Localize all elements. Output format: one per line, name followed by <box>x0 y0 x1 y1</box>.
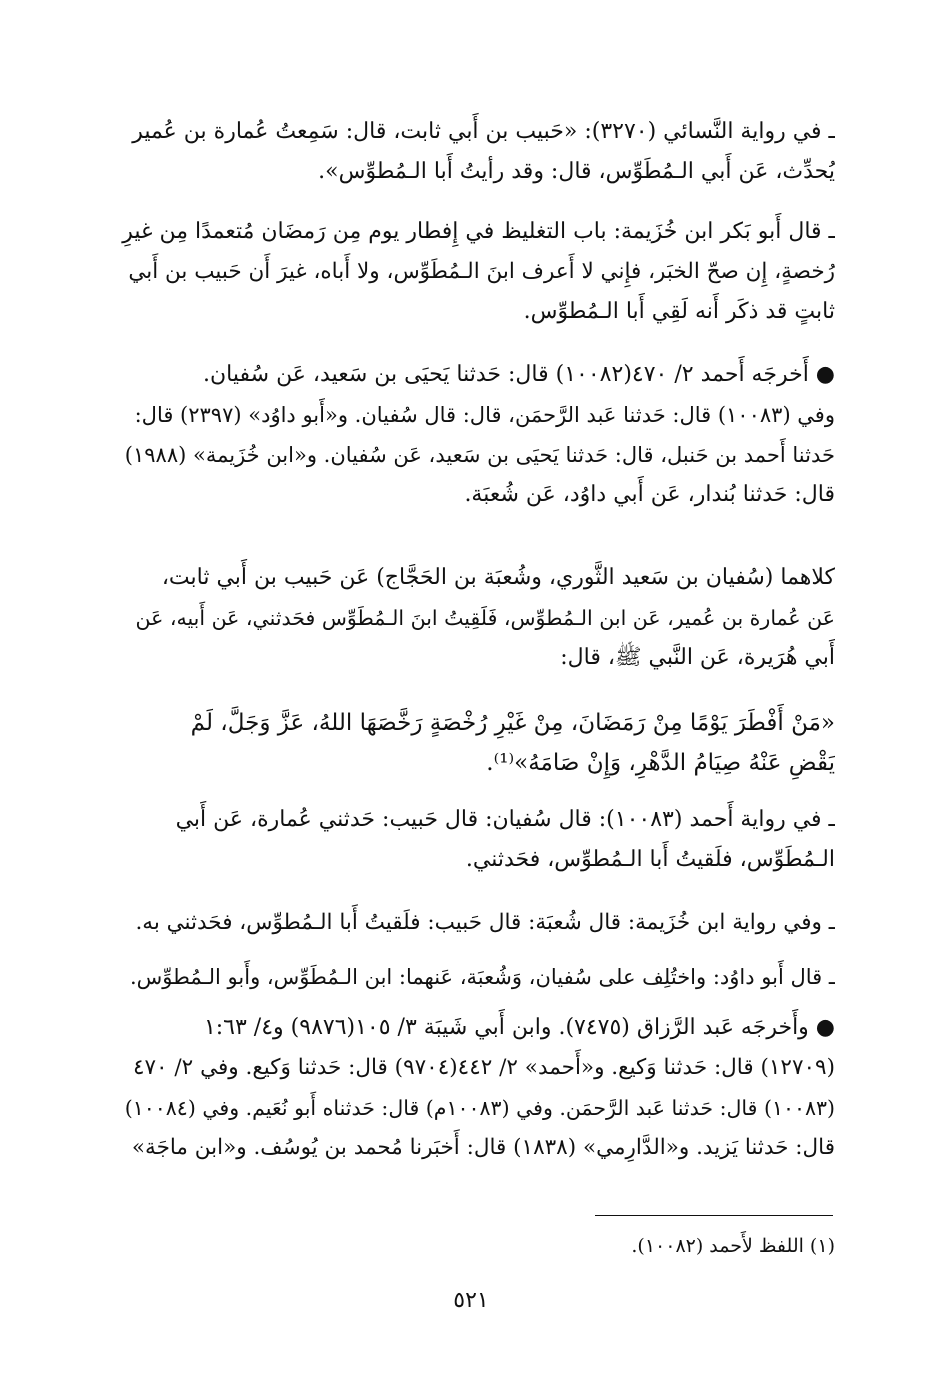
text-line: ـ في رواية أَحمد (١٠٠٨٣): قال سُفيان: قال حَبيب: حَدثني عُمارة، عَن أَبي <box>175 807 835 832</box>
text-line: كلاهما (سُفيان بن سَعيد الثَّوري، وشُعبَة بن الحَجَّاج) عَن حَبيب بن أَبي ثابت، <box>161 565 835 590</box>
footnote-divider <box>595 1215 833 1216</box>
paragraph-isnad <box>120 558 835 678</box>
text-line: قال: حَدثنا يَزيد. و«الدَّارِمي» (١٨٣٨) قال: أَخبَرنا مُحمد بن يُوسُف. و«ابن ماجَة» <box>131 1135 835 1160</box>
text-line: رُخصةٍ، إِن صحّ الخبَر، فإِني لا أَعرف ابنَ الـمُطَوِّس، ولا أَباه، غيرَ أَن حَبيب بن أَبي <box>128 259 835 284</box>
text-line: قال: حَدثنا بُندار، عَن أَبي داوُد، عَن شُعبَة. <box>464 482 835 507</box>
paragraph-nasai-narration <box>120 112 835 192</box>
text-line: ـ قال أَبو بَكر ابن خُزَيمة: باب التغليظ في إِفطار يوم مِن رَمضَان مُتعمدًا مِن غيرِ <box>122 219 835 244</box>
footnote: (١) اللفظ لأَحمد (١٠٠٨٢). <box>631 1235 835 1257</box>
text-line: حَدثنا أَحمد بن حَنبل، قال: حَدثنا يَحيَى بن سَعيد، عَن سُفيان. و«ابن خُزَيمة» (١٩٨٨) <box>124 443 835 467</box>
text-line: أَبي هُرَيرة، عَن النَّبي ﷺ، قال: <box>560 645 835 670</box>
text-line: الـمُطَوِّس، فلَقيتُ أَبا الـمُطوِّس، فحَدثني. <box>465 847 835 872</box>
page-number: ٥٢١ <box>453 1288 489 1313</box>
text-line: (١٢٧٠٩) قال: حَدثنا وَكيع. و«أَحمد» ٢/ ٤٤٢(٩٧٠٤) قال: حَدثنا وَكيع. وفي ٢/ ٤٧٠ <box>132 1055 835 1080</box>
paragraph-abu-dawud-comment <box>120 957 835 997</box>
text-line: «مَنْ أَفْطَرَ يَوْمًا مِنْ رَمَضَانَ، مِنْ غَيْرِ رُخْصَةٍ رَخَّصَهَا اللهُ، عَزَّ وَجَلَّ، لَمْ <box>190 710 835 736</box>
text-line: وفي (١٠٠٨٣) قال: حَدثنا عَبد الرَّحمَن، قال: قال سُفيان. و«أَبو داوُد» (٢٣٩٧) قال: <box>134 403 835 427</box>
paragraph-ibn-khuzaymah-narration <box>120 903 835 943</box>
paragraph-ibn-khuzaymah-comment <box>120 212 835 332</box>
text-line: يَقْضِ عَنْهُ صِيَامُ الدَّهْرِ، وَإِنْ صَامَهُ»⁽¹⁾. <box>486 750 835 776</box>
text-line: ● أَخرجَه أَحمد ٢/ ٤٧٠(١٠٠٨٢) قال: حَدثنا يَحيَى بن سَعيد، عَن سُفيان. <box>203 362 835 387</box>
text-line: ● وأَخرجَه عَبد الرَّزاق (٧٤٧٥). وابن أَبي شَيبَة ٣/ ١٠٥(٩٨٧٦) و٤/ ١:٦٣ <box>203 1015 835 1040</box>
paragraph-takhrij-abdurrazzaq <box>120 1008 835 1168</box>
text-line: ـ في رواية النَّسائي (٣٢٧٠): «حَبيب بن أَبي ثابت، قال: سَمِعتُ عُمارة بن عُمير <box>132 119 835 144</box>
paragraph-takhrij-ahmad <box>120 355 835 515</box>
paragraph-hadith-matn <box>120 703 835 783</box>
text-line: يُحدِّث، عَن أَبي الـمُطَوِّس، قال: وقد رأيتُ أَبا الـمُطوِّس». <box>318 159 835 184</box>
text-line: عَن عُمارة بن عُمير، عَن ابن الـمُطوِّس، فَلَقِيتُ ابنَ الـمُطَوِّس فحَدثني، عَن أَبيه، عَن <box>135 606 835 630</box>
text-line: ثابتٍ قد ذكَر أَنه لَقِي أَبا الـمُطوِّس. <box>523 299 835 324</box>
text-line: ـ وفي رواية ابن خُزَيمة: قال شُعبَة: قال حَبيب: فلَقيتُ أَبا الـمُطوِّس، فحَدثني به. <box>135 910 835 935</box>
text-line: ـ قال أَبو داوُد: واختُلِف على سُفيان، وَشُعبَة، عَنهما: ابن الـمُطَوِّس، وأَبو الـمُطوِّس. <box>129 965 835 989</box>
paragraph-ahmad-narration <box>120 800 835 880</box>
text-line: (١٠٠٨٣) قال: حَدثنا عَبد الرَّحمَن. وفي (١٠٠٨٣م) قال: حَدثناه أَبو نُعَيم. وفي (١٠٠٨٤) <box>124 1096 835 1120</box>
